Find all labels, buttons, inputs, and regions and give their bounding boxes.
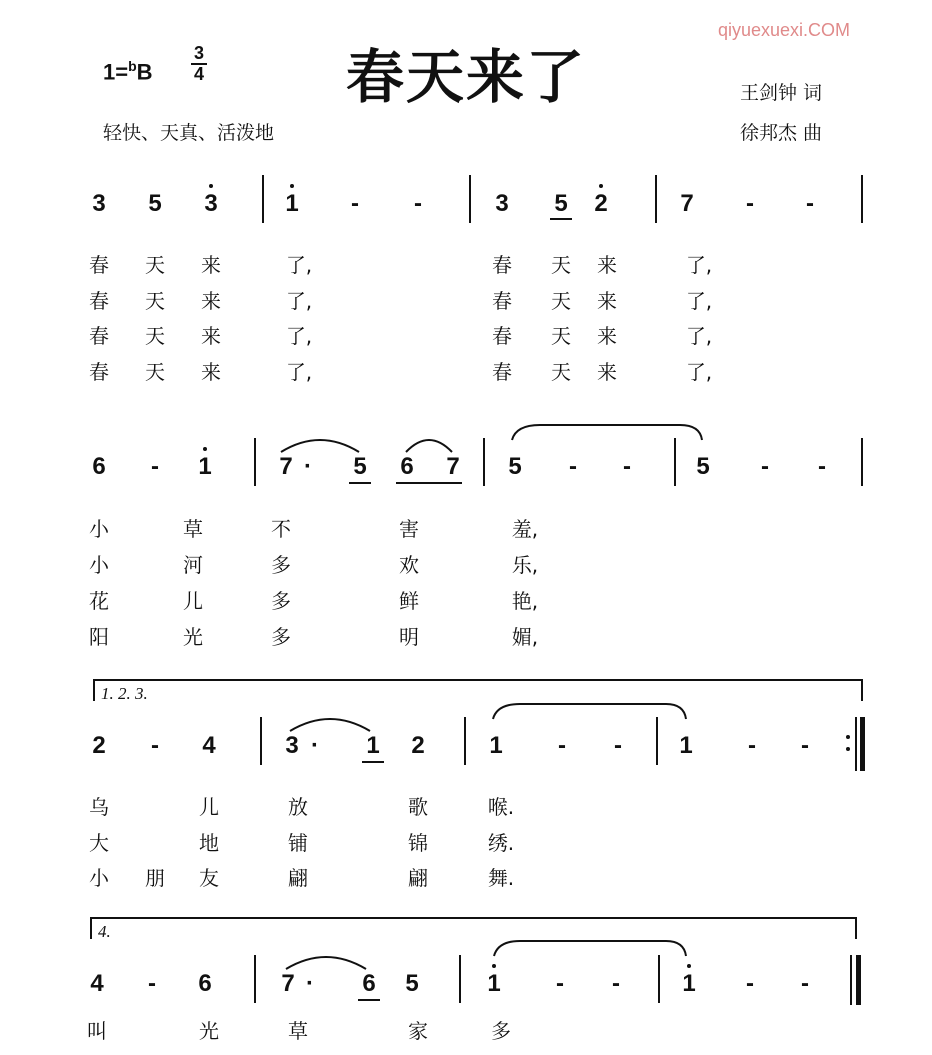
lyric: 天 — [551, 324, 571, 348]
note: 6 — [198, 970, 212, 997]
lyric: 了, — [285, 324, 313, 348]
dash: - — [558, 732, 566, 759]
lyric: 不 — [271, 517, 291, 541]
lyric: 了, — [685, 289, 713, 313]
note: 1 — [285, 190, 299, 217]
note: 4 — [202, 732, 216, 759]
lyric: 多 — [271, 625, 291, 649]
lyric: 来 — [201, 253, 221, 277]
lyric: 锦 — [408, 831, 428, 855]
tie-arc — [494, 941, 686, 956]
lyric: 小 — [89, 517, 109, 541]
lyric: 绣. — [487, 831, 515, 855]
lyric: 友 — [199, 866, 219, 890]
note: 1 — [487, 970, 501, 997]
lyric: 了, — [685, 253, 713, 277]
lyric: 草 — [288, 1019, 308, 1043]
lyric: 天 — [551, 360, 571, 384]
lyric: 小 — [89, 866, 109, 890]
lyric: 天 — [551, 253, 571, 277]
lyric: 了, — [285, 253, 313, 277]
note: 1 — [489, 732, 503, 759]
lyric: 春 — [89, 360, 109, 384]
note: 2 — [594, 190, 608, 217]
key-signature: 1=$^b$B — [103, 58, 153, 85]
lyric: 天 — [551, 289, 571, 313]
note: 5 — [508, 453, 522, 480]
lyric: 地 — [199, 831, 219, 855]
lyric: 多 — [491, 1019, 511, 1043]
note: 5 — [353, 453, 367, 480]
note: 3 — [204, 190, 218, 217]
lyric: 歌 — [408, 795, 428, 819]
note: 5 — [405, 970, 419, 997]
lyric: 光 — [199, 1019, 219, 1043]
dash: - — [801, 970, 809, 997]
note: 6 — [362, 970, 376, 997]
tie-arc — [281, 440, 359, 452]
lyric: 叫 — [87, 1019, 107, 1043]
lyric: 天 — [145, 360, 165, 384]
lyric: 春 — [492, 289, 512, 313]
lyric: 天 — [145, 253, 165, 277]
lyric: 艳, — [511, 589, 539, 613]
lyric: 儿 — [199, 795, 219, 819]
dash: - — [614, 732, 622, 759]
watermark-text: qiyuexuexi.COM — [718, 20, 851, 40]
dash: - — [761, 453, 769, 480]
lyric: 来 — [597, 324, 617, 348]
lyric: 了, — [685, 360, 713, 384]
dash: - — [151, 453, 159, 480]
dash: - — [746, 970, 754, 997]
dash: - — [612, 970, 620, 997]
note: 1 — [682, 970, 696, 997]
lyric: 春 — [492, 253, 512, 277]
lyric: 舞. — [487, 866, 515, 890]
dash: - — [623, 453, 631, 480]
tie-arc — [290, 719, 370, 731]
dot-extension: · — [311, 732, 319, 759]
volta-label: 4. — [98, 922, 111, 941]
lyric: 来 — [201, 324, 221, 348]
note: 7 — [279, 453, 293, 480]
dash: - — [151, 732, 159, 759]
lyric: 朋 — [145, 866, 165, 890]
lyric: 鲜 — [399, 589, 419, 613]
dash: - — [748, 732, 756, 759]
lyric: 明 — [399, 625, 419, 649]
lyric: 喉. — [487, 795, 515, 819]
tie-arc — [512, 425, 702, 440]
tie-arc — [493, 704, 686, 719]
lyric: 河 — [183, 553, 203, 577]
lyric: 铺 — [288, 831, 308, 855]
lyric: 媚, — [511, 625, 539, 649]
tie-arc — [286, 957, 366, 969]
lyric: 多 — [271, 553, 291, 577]
lyric: 春 — [492, 324, 512, 348]
note: 1 — [679, 732, 693, 759]
lyric: 春 — [492, 360, 512, 384]
note: 5 — [554, 190, 568, 217]
dash: - — [806, 190, 814, 217]
lyric: 来 — [597, 360, 617, 384]
note: 3 — [495, 190, 509, 217]
lyricist-credit: 王剑钟 词 — [740, 82, 823, 104]
lyric: 来 — [201, 360, 221, 384]
lyric: 春 — [89, 289, 109, 313]
lyric: 天 — [145, 324, 165, 348]
lyric: 儿 — [183, 589, 203, 613]
note: 2 — [92, 732, 106, 759]
lyric: 来 — [597, 289, 617, 313]
dot-extension: · — [306, 970, 314, 997]
lyric: 阳 — [89, 625, 109, 649]
lyric: 欢 — [399, 553, 419, 577]
note: 5 — [148, 190, 162, 217]
dash: - — [556, 970, 564, 997]
lyric: 放 — [288, 795, 308, 819]
lyric: 春 — [89, 253, 109, 277]
time-signature: 3 4 — [188, 44, 210, 84]
dash: - — [801, 732, 809, 759]
volta-label: 1. 2. 3. — [101, 684, 148, 703]
lyric: 害 — [399, 517, 419, 541]
lyric: 了, — [685, 324, 713, 348]
lyric: 草 — [183, 517, 203, 541]
lyric: 来 — [201, 289, 221, 313]
tie-arc — [406, 440, 452, 452]
dash: - — [351, 190, 359, 217]
note: 4 — [90, 970, 104, 997]
lyric: 小 — [89, 553, 109, 577]
dash: - — [818, 453, 826, 480]
note: 6 — [92, 453, 106, 480]
lyric: 天 — [145, 289, 165, 313]
note: 7 — [680, 190, 694, 217]
note: 3 — [92, 190, 106, 217]
lyric: 了, — [285, 360, 313, 384]
note: 3 — [285, 732, 299, 759]
lyric: 了, — [285, 289, 313, 313]
lyric: 乐, — [511, 553, 539, 577]
note: 2 — [411, 732, 425, 759]
composer-credit: 徐邦杰 曲 — [740, 122, 823, 144]
lyric: 花 — [89, 589, 109, 613]
lyric: 光 — [183, 625, 203, 649]
dash: - — [148, 970, 156, 997]
dash: - — [746, 190, 754, 217]
note: 1 — [198, 453, 212, 480]
lyric: 大 — [89, 831, 109, 855]
tempo-marking: 轻快、天真、活泼地 — [103, 122, 275, 144]
dash: - — [414, 190, 422, 217]
note: 5 — [696, 453, 710, 480]
lyric: 春 — [89, 324, 109, 348]
note: 1 — [366, 732, 380, 759]
lyric: 家 — [408, 1019, 428, 1043]
lyric: 羞, — [511, 517, 539, 541]
dot-extension: · — [304, 453, 312, 480]
lyric: 乌 — [89, 795, 109, 819]
song-title: 春天来了 — [345, 43, 586, 111]
lyric: 翩 — [408, 866, 428, 890]
lyric: 来 — [597, 253, 617, 277]
dash: - — [569, 453, 577, 480]
note: 7 — [446, 453, 460, 480]
lyric: 翩 — [288, 866, 308, 890]
note: 6 — [400, 453, 414, 480]
note: 7 — [281, 970, 295, 997]
lyric: 多 — [271, 589, 291, 613]
